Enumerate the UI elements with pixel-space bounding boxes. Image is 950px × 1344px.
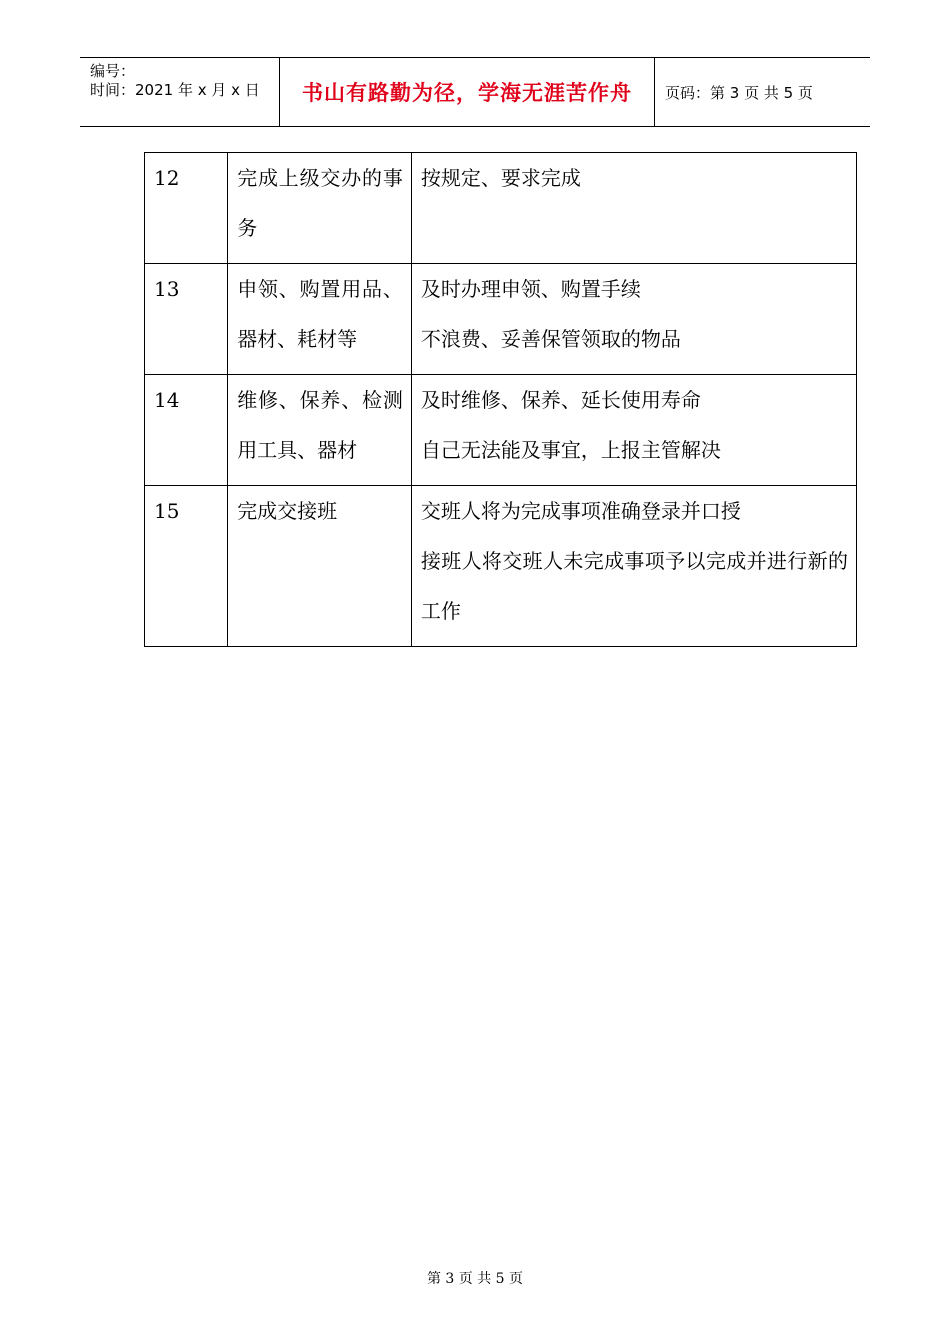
table-row bbox=[145, 153, 857, 264]
row-number: 13 bbox=[145, 264, 228, 375]
page-header bbox=[80, 57, 870, 127]
document-number-label: 编号： bbox=[90, 62, 136, 80]
requirement-line: 不浪费、妥善保管领取的物品 bbox=[420, 327, 681, 351]
header-motto: 书山有路勤为径，学海无涯苦作舟 bbox=[280, 58, 655, 126]
table-row bbox=[145, 486, 857, 647]
requirement-line: 及时维修、保养、延长使用寿命 bbox=[420, 388, 701, 412]
row-item: 维修、保养、检测用工具、器材 bbox=[228, 375, 412, 486]
row-item: 完成上级交办的事务 bbox=[228, 153, 412, 264]
requirement-line: 交班人将为完成事项准确登录并口授 bbox=[420, 499, 741, 523]
requirement-line: 按规定、要求完成 bbox=[420, 166, 581, 190]
row-item: 完成交接班 bbox=[228, 486, 412, 647]
requirement-line: 及时办理申领、购置手续 bbox=[420, 277, 641, 301]
row-number: 12 bbox=[145, 153, 228, 264]
header-page-number: 页码：第 3 页 共 5 页 bbox=[665, 83, 813, 102]
row-requirement bbox=[411, 153, 856, 264]
document-date: 时间：2021 年 x 月 x 日 bbox=[90, 81, 260, 99]
duty-table bbox=[144, 152, 857, 647]
table-row bbox=[145, 264, 857, 375]
row-item: 申领、购置用品、器材、耗材等 bbox=[228, 264, 412, 375]
row-requirement bbox=[411, 375, 856, 486]
header-meta bbox=[80, 58, 280, 126]
row-requirement bbox=[411, 486, 856, 647]
requirement-line: 自己无法能及事宜，上报主管解决 bbox=[420, 438, 721, 462]
row-number: 15 bbox=[145, 486, 228, 647]
page-footer: 第 3 页 共 5 页 bbox=[426, 1271, 524, 1287]
table-row bbox=[145, 375, 857, 486]
row-number: 14 bbox=[145, 375, 228, 486]
row-requirement bbox=[411, 264, 856, 375]
requirement-line: 接班人将交班人未完成事项予以完成并进行新的工作 bbox=[420, 549, 848, 623]
